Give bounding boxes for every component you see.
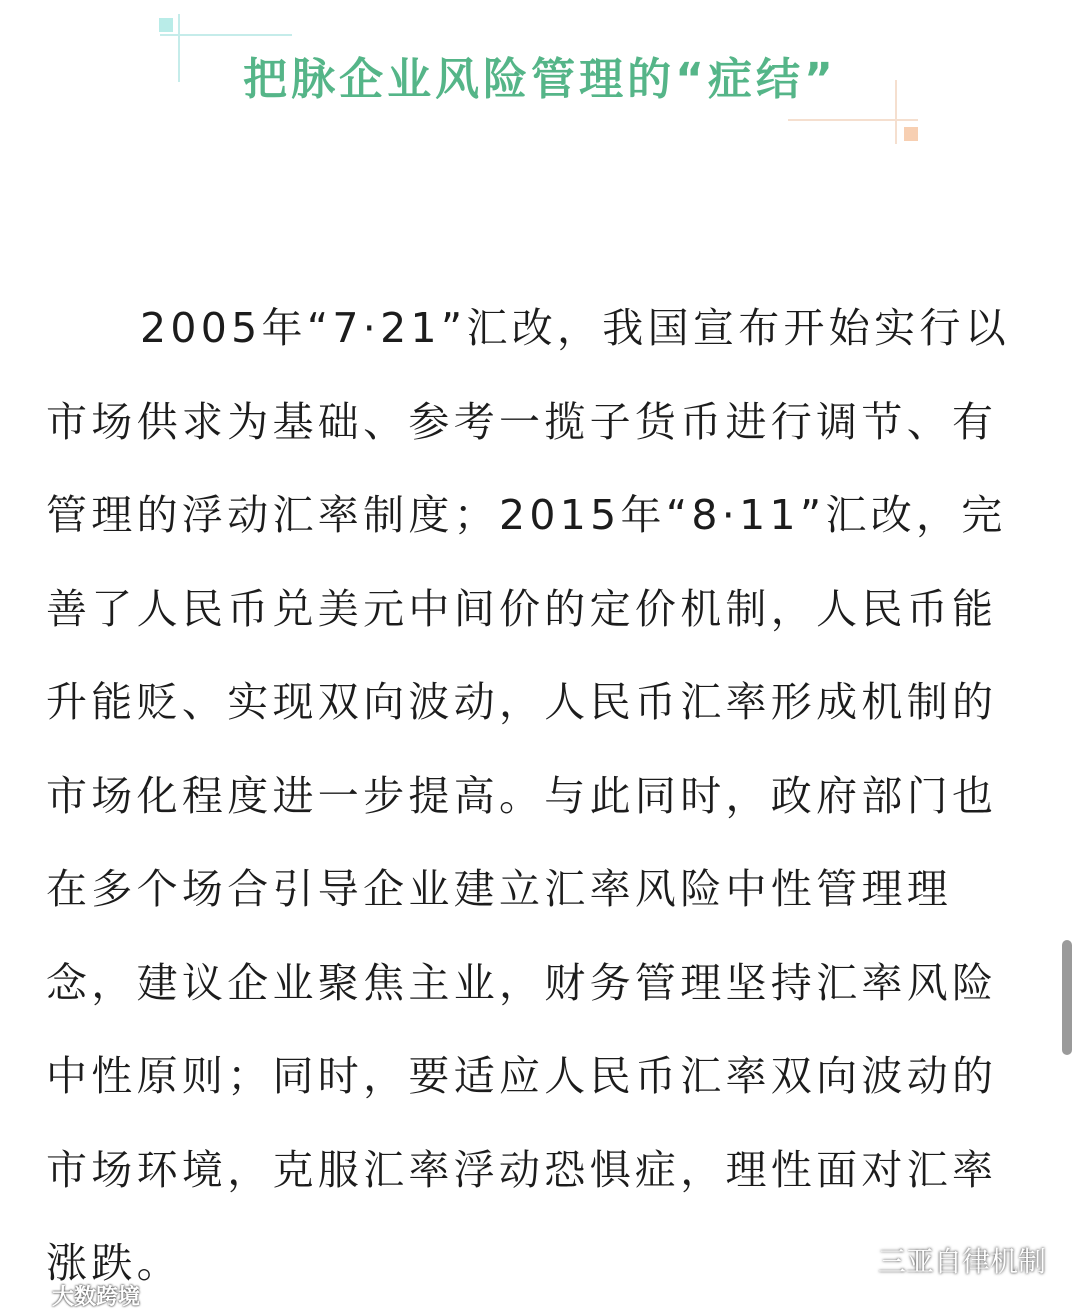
watermark-right [828,1240,1046,1280]
paragraph-line: 中性原则；同时，要适应人民币汇率双向波动的 [46,1052,998,1100]
decoration-line-bottom-right-vertical [895,80,897,144]
paragraph-line: 市场环境，克服汇率浮动恐惧症，理性面对汇率 [46,1145,998,1194]
paragraph-line: 涨跌。 [46,1239,182,1287]
paragraph-line: 升能贬、实现双向波动，人民币汇率形成机制的 [46,678,998,726]
paragraph-line: 市场化程度进一步提高。与此同时，政府部门也 [46,771,998,820]
watermark-left-text: 大数跨境 [52,1285,141,1310]
decoration-square-bottom-right [904,127,918,141]
paragraph-line: 2005年“7·21”汇改，我国宣布开始实行以 [140,304,1011,352]
scrollbar-thumb[interactable] [1062,940,1072,1055]
paragraph-line: 在多个场合引导企业建立汇率风险中性管理理 [46,865,952,913]
watermark-left [4,1280,140,1311]
paragraph-line: 善了人民币兑美元中间价的定价机制，人民币能 [46,584,998,633]
section-heading: 把脉企业风险管理的“症结” [243,54,837,105]
paragraph-line: 念，建议企业聚焦主业，财务管理坚持汇率风险 [46,958,998,1007]
decoration-square-top-left [159,18,173,32]
decoration-line-bottom-right-horizontal [788,119,918,121]
decoration-line-top-left-vertical [178,14,180,82]
watermark-right-text: 三亚自律机制 [877,1245,1046,1278]
paragraph-line: 市场供求为基础、参考一揽子货币进行调节、有 [46,397,998,446]
brand-logo-icon [4,1285,48,1307]
article-paragraph [46,282,1036,1311]
paragraph-line: 管理的浮动汇率制度；2015年“8·11”汇改，完 [46,491,1007,539]
wechat-icon [828,1243,868,1277]
